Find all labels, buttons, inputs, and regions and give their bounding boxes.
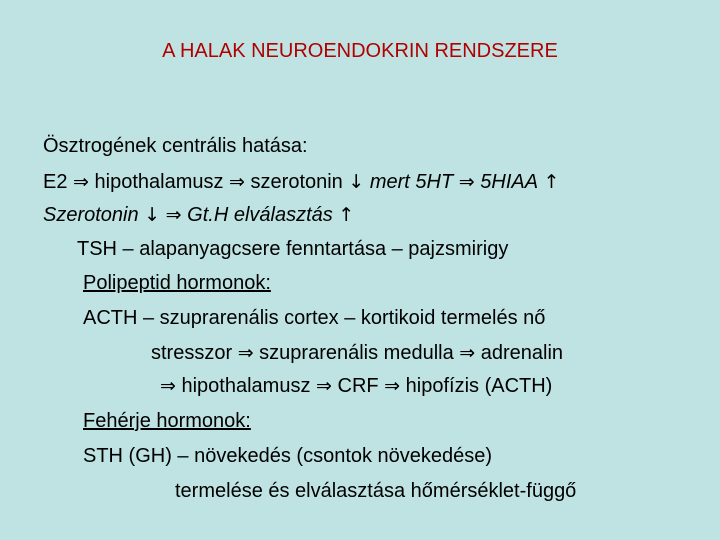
text-szuprarenalis-medulla: szuprarenális medulla xyxy=(259,342,454,364)
implies-arrow-icon: ⇒ xyxy=(316,375,332,397)
text-stresszor: stresszor xyxy=(151,342,233,364)
line-acth: ACTH – szuprarenális cortex – kortikoid termelés nő xyxy=(83,307,546,329)
line-e2-chain xyxy=(43,170,560,194)
text-e2: E2 xyxy=(43,171,68,193)
implies-arrow-icon: ⇒ xyxy=(237,342,254,364)
heading-polipeptid: Polipeptid hormonok: xyxy=(83,272,271,294)
text-gth-elvalasztas: Gt.H elválasztás xyxy=(187,204,333,226)
slide-title: A HALAK NEUROENDOKRIN RENDSZERE xyxy=(162,40,558,62)
down-arrow-icon: ↓ xyxy=(144,204,161,226)
text-5hiaa: 5HIAA xyxy=(480,171,539,193)
up-arrow-icon: ↑ xyxy=(338,204,355,226)
line-serotonin-gth xyxy=(43,203,354,227)
line-sth: STH (GH) – növekedés (csontok növekedése) xyxy=(83,445,493,467)
line-stresszor-chain xyxy=(151,341,563,365)
implies-arrow-icon: ⇒ xyxy=(229,171,245,193)
text-szerotonin: szerotonin xyxy=(250,171,343,193)
implies-arrow-icon: ⇒ xyxy=(384,375,401,397)
text-hipothalamusz: hipothalamusz xyxy=(94,171,224,193)
text-szerotonin-italic: Szerotonin xyxy=(43,204,139,226)
text-mert-5ht: mert 5HT xyxy=(369,171,454,193)
heading-feherje: Fehérje hormonok: xyxy=(83,410,251,432)
text-adrenalin: adrenalin xyxy=(480,342,564,364)
up-arrow-icon: ↑ xyxy=(543,171,560,193)
implies-arrow-icon: ⇒ xyxy=(165,204,182,226)
implies-arrow-icon: ⇒ xyxy=(73,171,89,193)
implies-arrow-icon: ⇒ xyxy=(160,375,176,397)
text-hipofizis: hipofízis (ACTH) xyxy=(405,375,553,397)
line-tsh: TSH – alapanyagcsere fenntartása – pajzsmirigy xyxy=(77,238,509,260)
down-arrow-icon: ↓ xyxy=(348,171,365,193)
text-crf: CRF xyxy=(337,375,379,397)
line-temperature: termelése és elválasztása hőmérséklet-függő xyxy=(175,480,577,502)
line-estrogen-heading: Ösztrogének centrális hatása: xyxy=(43,135,308,157)
implies-arrow-icon: ⇒ xyxy=(458,171,475,193)
implies-arrow-icon: ⇒ xyxy=(459,342,476,364)
line-crf-chain xyxy=(160,374,552,398)
text-hipothalamusz-2: hipothalamusz xyxy=(181,375,311,397)
